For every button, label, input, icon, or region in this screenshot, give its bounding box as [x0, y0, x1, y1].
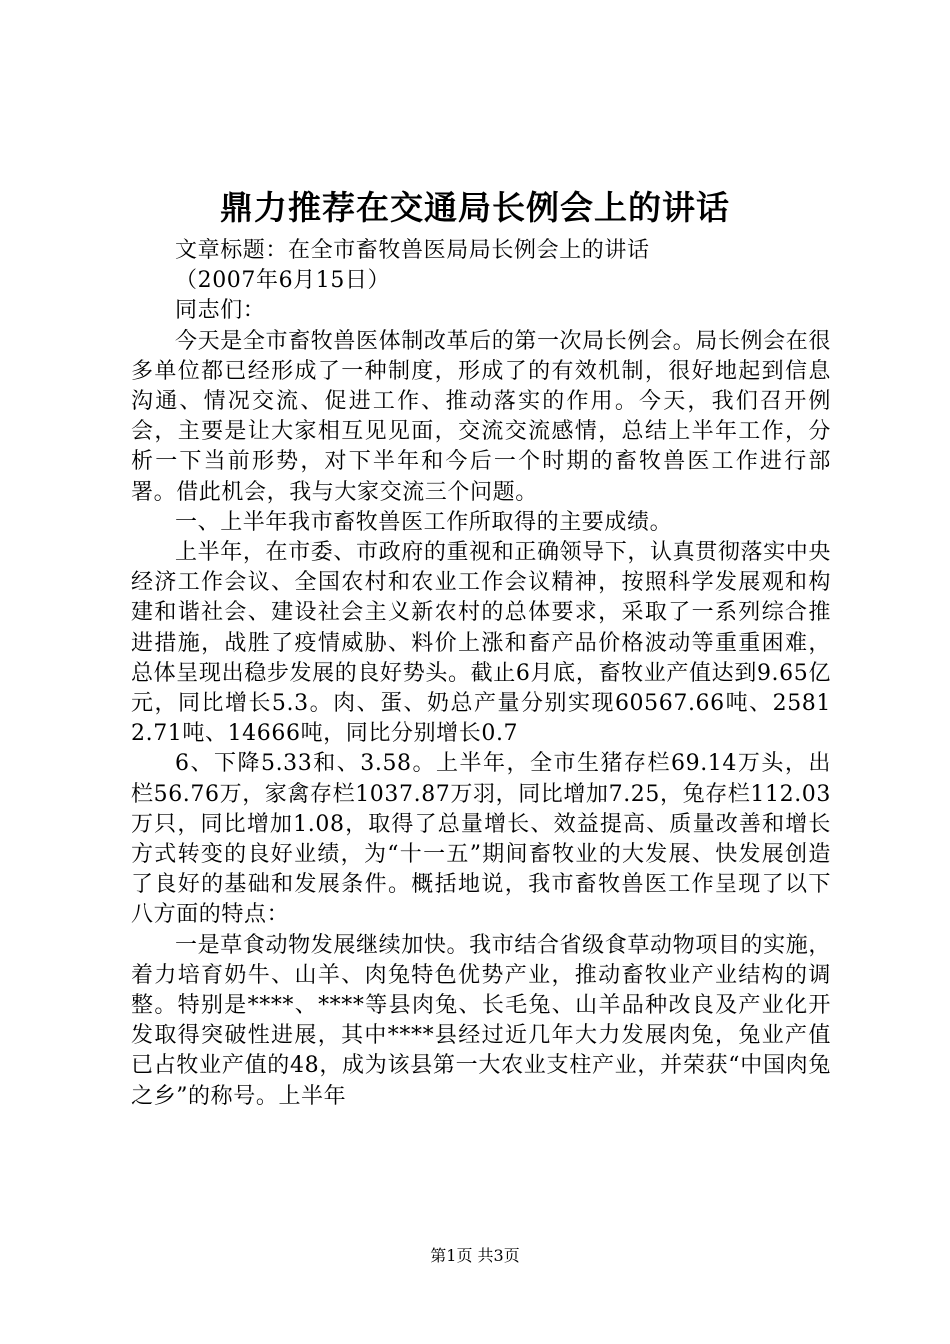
paragraph: 一是草食动物发展继续加快。我市结合省级食草动物项目的实施，着力培育奶牛、山羊、肉兔特色优势产业，推动畜牧业产业结构的调整。特别是****、****等县肉兔、长毛兔、山羊品种改良及产业化开发取得突破性进展，其中****县经过近几年大力发展肉兔，兔业产值已占牧业产值的48，成为该县第一大农业支柱产业，并荣获“中国肉兔之乡”的称号。上半年 — [131, 932, 831, 1109]
date-line: （2007年6月15日） — [175, 268, 391, 294]
document-title: 鼎力推荐在交通局长例会上的讲话 — [220, 188, 730, 227]
salutation: 同志们： — [175, 298, 266, 324]
paragraph: 上半年，在市委、市政府的重视和正确领导下，认真贯彻落实中央经济工作会议、全国农村和农业工作会议精神，按照科学发展观和构建和谐社会、建设社会主义新农村的总体要求，采取了一系列综合推进措施，战胜了疫情威胁、料价上涨和畜产品价格波动等重重困难，总体呈现出稳步发展的良好势头。截止6月底，畜牧业产值达到9.65亿元，同比增长5.3。肉、蛋、奶总产量分别实现60567.66吨、25812.71吨、14666吨，同比分别增长0.7 — [131, 540, 831, 747]
section-heading: 一、上半年我市畜牧兽医工作所取得的主要成绩。 — [175, 509, 673, 535]
article-title-line: 文章标题：在全市畜牧兽医局局长例会上的讲话 — [175, 238, 650, 263]
document-body — [131, 236, 831, 1112]
paragraph: 6、下降5.33和、3.58。上半年，全市生猪存栏69.14万头，出栏56.76万，家禽存栏1037.87万羽，同比增加7.25，兔存栏112.03万只，同比增加1.08，取得了总量增长、效益提高、质量改善和增长方式转变的良好业绩，为“十一五”期间畜牧业的大发展、快发展创造了良好的基础和发展条件。概括地说，我市畜牧兽医工作呈现了以下八方面的特点： — [131, 751, 831, 928]
page-number-footer: 第1页 共3页 — [430, 1246, 520, 1265]
paragraph: 今天是全市畜牧兽医体制改革后的第一次局长例会。局长例会在很多单位都已经形成了一种制度，形成了的有效机制，很好地起到信息沟通、情况交流、促进工作、推动落实的作用。今天，我们召开例会，主要是让大家相互见见面，交流交流感情，总结上半年工作，分析一下当前形势，对下半年和今后一个时期的畜牧兽医工作进行部署。借此机会，我与大家交流三个问题。 — [131, 328, 831, 505]
